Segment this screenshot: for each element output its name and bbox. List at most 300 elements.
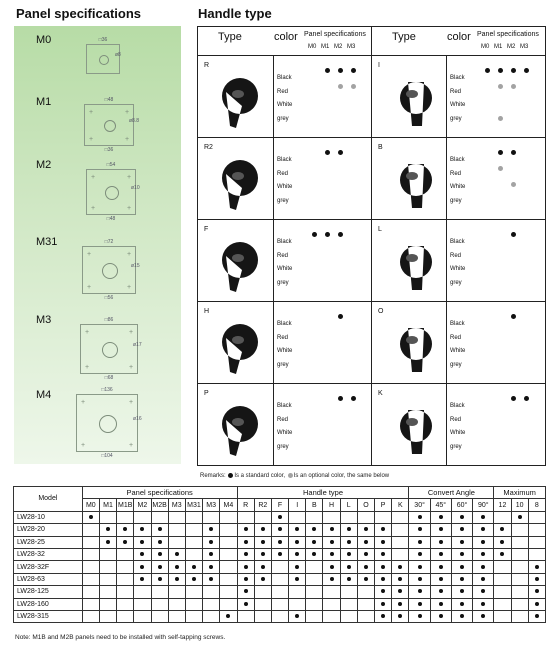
mount-hole-icon: +: [89, 136, 94, 143]
mount-hole-icon: +: [127, 251, 132, 258]
mount-hole-icon: +: [125, 109, 130, 116]
table-cell: [528, 610, 545, 622]
color-name: Red: [450, 416, 462, 423]
mount-hole-icon: +: [127, 174, 132, 181]
available-dot-icon: [460, 527, 464, 531]
sub-header: 8: [528, 499, 545, 511]
available-dot-icon: [481, 565, 485, 569]
table-cell: [220, 524, 237, 536]
table-cell: [185, 586, 202, 598]
handle-availability-cell: [301, 56, 371, 137]
table-cell: [271, 548, 288, 560]
handle-knob-image: [386, 150, 436, 214]
table-row: [14, 524, 546, 536]
handle-letter: H: [204, 308, 210, 315]
table-cell: [357, 598, 374, 610]
optional-dot-icon: [511, 84, 516, 89]
available-dot-icon: [439, 540, 443, 544]
footnote: Note: M1B and M2B panels need to be installed with self-tapping screws.: [15, 634, 226, 641]
available-dot-icon: [398, 602, 402, 606]
table-row: [14, 536, 546, 548]
mount-hole-icon: +: [85, 329, 90, 336]
table-cell: [185, 598, 202, 610]
table-cell: [430, 561, 451, 573]
color-name: White: [277, 102, 293, 108]
model-name: LW28-10: [14, 511, 83, 523]
table-cell: [185, 524, 202, 536]
available-dot-icon: [481, 577, 485, 581]
table-cell: [375, 511, 392, 523]
available-dot-icon: [347, 552, 351, 556]
standard-dot-icon: [498, 68, 503, 73]
available-dot-icon: [398, 589, 402, 593]
table-cell: [185, 511, 202, 523]
table-cell: [151, 536, 168, 548]
color-name: Black: [277, 157, 292, 163]
table-cell: [168, 536, 185, 548]
standard-dot-icon: [498, 150, 503, 155]
available-dot-icon: [312, 527, 316, 531]
table-cell: [392, 598, 409, 610]
sub-header: R2: [254, 499, 271, 511]
table-row: [14, 586, 546, 598]
available-dot-icon: [535, 565, 539, 569]
handle-knob-image: [386, 232, 436, 296]
standard-dot-icon: [338, 68, 343, 73]
table-cell: [451, 511, 472, 523]
available-dot-icon: [261, 540, 265, 544]
model-name: LW28-32F: [14, 561, 83, 573]
table-cell: [134, 511, 151, 523]
sub-header: 90°: [473, 499, 494, 511]
panel-dim-side: ø15: [131, 263, 140, 269]
table-cell: [306, 573, 323, 585]
table-cell: [271, 536, 288, 548]
table-cell: [289, 548, 306, 560]
table-cell: [528, 548, 545, 560]
color-name: Black: [277, 75, 292, 81]
standard-dot-icon: [228, 473, 233, 478]
table-cell: [168, 598, 185, 610]
model-name: LW28-20: [14, 524, 83, 536]
panel-dim-side: ø10: [131, 185, 140, 191]
handle-availability-cell: [301, 302, 371, 383]
table-cell: [409, 548, 430, 560]
table-cell: [117, 598, 134, 610]
color-name: grey: [450, 443, 462, 450]
table-cell: [451, 610, 472, 622]
panel-dim-side: ø8: [115, 52, 121, 58]
table-cell: [511, 536, 528, 548]
available-dot-icon: [481, 540, 485, 544]
table-cell: [306, 561, 323, 573]
table-cell: [494, 511, 511, 523]
table-cell: [203, 598, 220, 610]
table-cell: [99, 561, 116, 573]
table-cell: [392, 536, 409, 548]
table-cell: [392, 524, 409, 536]
panel-label-m31: M31: [36, 236, 58, 248]
available-dot-icon: [347, 540, 351, 544]
table-cell: [134, 586, 151, 598]
table-cell: [430, 598, 451, 610]
group-header: Panel specifications: [82, 487, 237, 499]
color-name: White: [277, 266, 293, 272]
handle-knob-image: [212, 68, 262, 132]
available-dot-icon: [244, 540, 248, 544]
handle-color-list: [273, 138, 301, 219]
panel-dim-top: □86: [104, 317, 114, 323]
model-name: LW28-160: [14, 598, 83, 610]
handle-image-cell: [198, 302, 273, 383]
panel-dim-bottom: □68: [104, 375, 114, 381]
sub-header: 10: [511, 499, 528, 511]
color-name: grey: [450, 115, 462, 122]
table-cell: [494, 548, 511, 560]
panel-spec-header-label: Panel specifications: [477, 31, 539, 38]
available-dot-icon: [295, 577, 299, 581]
table-cell: [323, 524, 340, 536]
type-header: [198, 27, 273, 55]
handle-availability-cell: [474, 138, 545, 219]
color-header-label: color: [447, 31, 471, 43]
available-dot-icon: [175, 552, 179, 556]
available-dot-icon: [295, 540, 299, 544]
table-cell: [82, 511, 99, 523]
handle-letter: R2: [204, 144, 213, 151]
table-cell: [494, 610, 511, 622]
available-dot-icon: [398, 565, 402, 569]
model-name: LW28-25: [14, 536, 83, 548]
available-dot-icon: [460, 540, 464, 544]
table-cell: [451, 561, 472, 573]
table-cell: [528, 511, 545, 523]
handle-row: [198, 301, 545, 383]
mount-hole-icon: +: [81, 442, 86, 449]
mount-hole-icon: +: [129, 329, 134, 336]
panel-dim-side: ø8.8: [129, 118, 140, 124]
table-cell: [323, 573, 340, 585]
table-cell: [357, 573, 374, 585]
table-cell: [451, 598, 472, 610]
panel-hole: [104, 120, 116, 132]
available-dot-icon: [481, 515, 485, 519]
standard-dot-icon: [485, 68, 490, 73]
table-cell: [392, 573, 409, 585]
table-cell: [392, 610, 409, 622]
handle-knob-image: [386, 68, 436, 132]
available-dot-icon: [244, 602, 248, 606]
available-dot-icon: [500, 552, 504, 556]
available-dot-icon: [381, 527, 385, 531]
table-cell: [237, 548, 254, 560]
table-cell: [473, 610, 494, 622]
available-dot-icon: [460, 602, 464, 606]
table-cell: [220, 536, 237, 548]
table-cell: [306, 524, 323, 536]
table-cell: [473, 598, 494, 610]
m-col-label: M2: [334, 44, 343, 50]
available-dot-icon: [209, 577, 213, 581]
sub-header: 60°: [451, 499, 472, 511]
table-cell: [99, 548, 116, 560]
color-name: White: [450, 430, 466, 436]
table-row: [14, 561, 546, 573]
available-dot-icon: [175, 565, 179, 569]
table-cell: [289, 511, 306, 523]
available-dot-icon: [158, 565, 162, 569]
available-dot-icon: [460, 577, 464, 581]
handle-letter: R: [204, 62, 210, 69]
sub-header: F: [271, 499, 288, 511]
group-header: Convert Angle: [409, 487, 494, 499]
table-cell: [306, 548, 323, 560]
panel-hole: [99, 415, 117, 433]
available-dot-icon: [244, 552, 248, 556]
color-header: [273, 27, 301, 55]
mount-hole-icon: +: [89, 109, 94, 116]
available-dot-icon: [381, 589, 385, 593]
available-dot-icon: [439, 577, 443, 581]
standard-dot-icon: [338, 232, 343, 237]
available-dot-icon: [364, 565, 368, 569]
handle-knob-image: [212, 396, 262, 460]
table-cell: [117, 561, 134, 573]
table-row: [14, 610, 546, 622]
table-cell: [289, 610, 306, 622]
table-cell: [323, 511, 340, 523]
color-name: Red: [450, 88, 462, 95]
available-dot-icon: [439, 552, 443, 556]
available-dot-icon: [330, 565, 334, 569]
table-cell: [203, 536, 220, 548]
table-cell: [237, 511, 254, 523]
sub-header: P: [375, 499, 392, 511]
table-cell: [254, 598, 271, 610]
color-name: grey: [277, 443, 289, 450]
handle-knob-image: [386, 314, 436, 378]
standard-dot-icon: [511, 314, 516, 319]
table-cell: [306, 586, 323, 598]
color-name: Red: [277, 170, 289, 177]
table-cell: [451, 536, 472, 548]
available-dot-icon: [330, 527, 334, 531]
sub-header: M3: [168, 499, 185, 511]
panel-dim-bottom: □36: [104, 147, 114, 153]
table-cell: [392, 561, 409, 573]
color-name: grey: [450, 197, 462, 204]
available-dot-icon: [261, 577, 265, 581]
panel-label-m2: M2: [36, 159, 52, 171]
available-dot-icon: [244, 589, 248, 593]
panel-hole: [102, 263, 118, 279]
table-cell: [430, 536, 451, 548]
available-dot-icon: [295, 565, 299, 569]
available-dot-icon: [175, 577, 179, 581]
available-dot-icon: [295, 552, 299, 556]
table-cell: [151, 548, 168, 560]
table-cell: [289, 524, 306, 536]
available-dot-icon: [347, 527, 351, 531]
table-cell: [134, 561, 151, 573]
table-cell: [254, 524, 271, 536]
handle-image-cell: [371, 384, 446, 465]
table-cell: [473, 511, 494, 523]
available-dot-icon: [381, 602, 385, 606]
handle-knob-image: [386, 396, 436, 460]
table-cell: [117, 586, 134, 598]
table-cell: [511, 511, 528, 523]
panel-dim-bottom: □56: [104, 295, 114, 301]
color-name: Red: [277, 88, 289, 95]
table-cell: [494, 536, 511, 548]
sub-header: 12: [494, 499, 511, 511]
panel-dim-top: □136: [101, 387, 113, 393]
table-cell: [151, 561, 168, 573]
sub-header: M4: [220, 499, 237, 511]
available-dot-icon: [460, 614, 464, 618]
available-dot-icon: [418, 577, 422, 581]
color-name: Black: [277, 321, 292, 327]
table-cell: [99, 598, 116, 610]
color-name: grey: [277, 279, 289, 286]
standard-dot-icon: [325, 232, 330, 237]
available-dot-icon: [439, 614, 443, 618]
table-cell: [528, 524, 545, 536]
table-cell: [375, 586, 392, 598]
table-cell: [237, 524, 254, 536]
table-cell: [409, 536, 430, 548]
handle-color-list: [446, 302, 474, 383]
panel-spec-title: Panel specifications: [16, 6, 141, 21]
available-dot-icon: [312, 540, 316, 544]
available-dot-icon: [460, 552, 464, 556]
table-cell: [511, 548, 528, 560]
available-dot-icon: [158, 540, 162, 544]
table-cell: [185, 548, 202, 560]
standard-dot-icon: [338, 396, 343, 401]
table-cell: [271, 511, 288, 523]
table-cell: [323, 561, 340, 573]
table-cell: [340, 573, 357, 585]
available-dot-icon: [381, 552, 385, 556]
table-cell: [134, 548, 151, 560]
available-dot-icon: [381, 577, 385, 581]
available-dot-icon: [295, 614, 299, 618]
color-name: Black: [450, 75, 465, 81]
panel-spec-header-label: Panel specifications: [304, 31, 366, 38]
table-cell: [306, 598, 323, 610]
panel-drawing-m4: [76, 387, 142, 459]
table-cell: [271, 561, 288, 573]
handle-availability-cell: [474, 220, 545, 301]
available-dot-icon: [192, 565, 196, 569]
color-name: grey: [277, 361, 289, 368]
available-dot-icon: [418, 527, 422, 531]
table-cell: [528, 536, 545, 548]
handle-knob-image: [212, 232, 262, 296]
available-dot-icon: [381, 565, 385, 569]
table-cell: [220, 573, 237, 585]
table-cell: [494, 586, 511, 598]
panel-hole: [99, 55, 109, 65]
available-dot-icon: [140, 540, 144, 544]
handle-type-grid: [197, 26, 546, 466]
color-name: Black: [277, 239, 292, 245]
available-dot-icon: [535, 602, 539, 606]
mount-hole-icon: +: [87, 284, 92, 291]
handle-letter: P: [204, 390, 209, 397]
mount-hole-icon: +: [81, 399, 86, 406]
model-name: LW28-315: [14, 610, 83, 622]
m-col-label: M1: [494, 44, 503, 50]
model-header: Model: [14, 487, 83, 512]
table-cell: [168, 586, 185, 598]
table-cell: [473, 573, 494, 585]
table-cell: [323, 586, 340, 598]
table-cell: [511, 586, 528, 598]
table-cell: [306, 536, 323, 548]
table-cell: [473, 561, 494, 573]
available-dot-icon: [140, 552, 144, 556]
standard-dot-icon: [524, 68, 529, 73]
table-cell: [134, 573, 151, 585]
table-cell: [271, 610, 288, 622]
table-cell: [392, 548, 409, 560]
handle-row: [198, 219, 545, 301]
table-cell: [289, 586, 306, 598]
available-dot-icon: [106, 540, 110, 544]
handle-letter: L: [378, 226, 382, 233]
table-cell: [511, 573, 528, 585]
table-cell: [237, 598, 254, 610]
table-row: [14, 511, 546, 523]
model-name: LW28-125: [14, 586, 83, 598]
table-cell: [511, 598, 528, 610]
available-dot-icon: [381, 540, 385, 544]
table-cell: [117, 536, 134, 548]
table-cell: [151, 511, 168, 523]
color-name: White: [450, 184, 466, 190]
table-cell: [473, 586, 494, 598]
table-cell: [340, 598, 357, 610]
table-cell: [203, 511, 220, 523]
model-name: LW28-32: [14, 548, 83, 560]
table-cell: [134, 610, 151, 622]
table-cell: [289, 598, 306, 610]
available-dot-icon: [140, 577, 144, 581]
mount-hole-icon: +: [127, 284, 132, 291]
available-dot-icon: [398, 577, 402, 581]
available-dot-icon: [481, 552, 485, 556]
table-cell: [451, 573, 472, 585]
handle-image-cell: [371, 302, 446, 383]
available-dot-icon: [140, 527, 144, 531]
mount-hole-icon: +: [129, 364, 134, 371]
available-dot-icon: [278, 515, 282, 519]
table-cell: [511, 561, 528, 573]
standard-dot-icon: [524, 396, 529, 401]
color-name: Red: [277, 334, 289, 341]
standard-dot-icon: [351, 68, 356, 73]
available-dot-icon: [295, 527, 299, 531]
color-name: White: [450, 266, 466, 272]
mount-hole-icon: +: [127, 205, 132, 212]
handle-availability-cell: [474, 302, 545, 383]
table-cell: [168, 548, 185, 560]
table-cell: [323, 610, 340, 622]
standard-dot-icon: [325, 68, 330, 73]
